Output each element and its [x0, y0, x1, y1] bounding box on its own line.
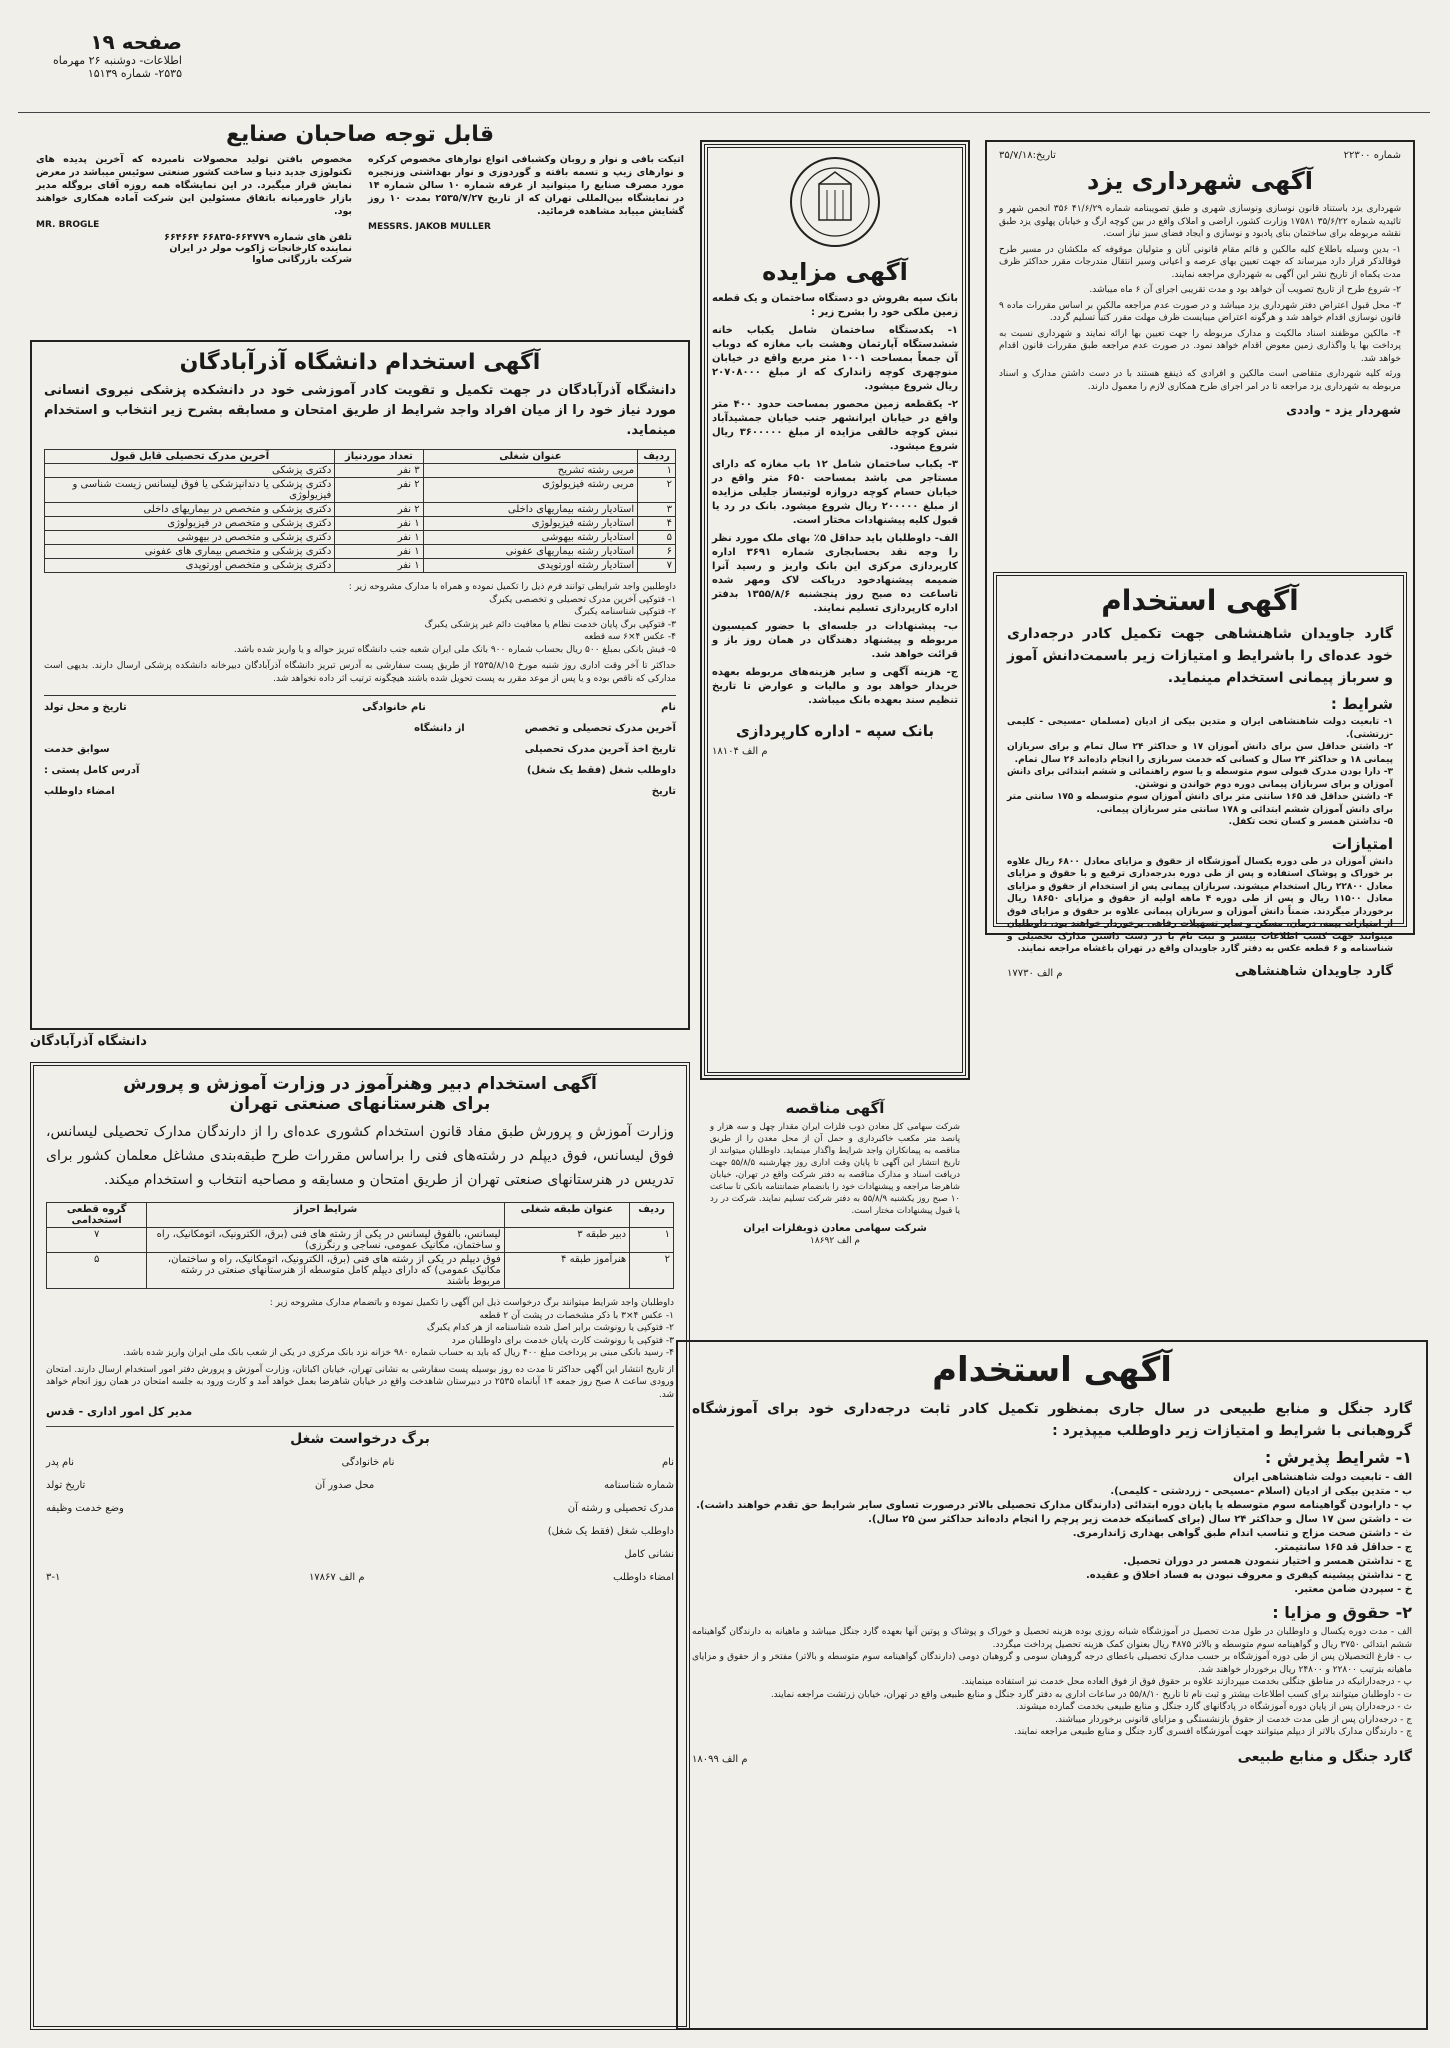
teacher-form-degree: مدرک تحصیلی و رشته آن [567, 1503, 674, 1514]
univ-form [44, 695, 676, 797]
gendarme-signature: گارد جاویدان شاهنشاهی [1234, 963, 1393, 979]
industry-company: شرکت بازرگانی صاوا [252, 254, 352, 265]
gendarme-cond-head: شرایط : [1330, 695, 1393, 713]
teacher-code2: ۳-۱ [46, 1572, 61, 1583]
univ-col-title: عنوان شغلی [423, 450, 638, 464]
forest-sec1: ۱- شرایط پذیرش : [1264, 1448, 1412, 1467]
univ-col-count: تعداد موردنیاز [335, 450, 423, 464]
table-row: ۱ مربی رشته تشریح ۳ نفر دکتری پزشکی [45, 464, 676, 478]
forest-cond-6: ج - حداقل قد ۱۶۵ سانتیمتر. [1274, 1542, 1412, 1553]
yazd-signature: شهردار یزد - واددی [1286, 403, 1401, 417]
teacher-form-address: نشانی کامل [624, 1549, 674, 1560]
forest-priv-5: ث - درجه‌داران پس از پایان دوره آموزشگاه در پادگانهای گارد جنگل و منابع طبیعی بخدمت گمارده میشوند. [1016, 1702, 1412, 1712]
teacher-code: م الف ۱۷۸۶۷ [308, 1572, 365, 1583]
industry-title: قابل توجه صاحبان صنایع [226, 122, 494, 147]
teacher-title2: برای هنرستانهای صنعتی تهران [229, 1094, 491, 1114]
univ-req-4: ۴- عکس ۴×۶ سه قطعه [584, 632, 676, 642]
teacher-req-2: ۲- فتوکپی یا رونوشت برابر اصل شده شناسنامه از هر کدام یکبرگ [426, 1323, 674, 1333]
forest-priv-3: پ - درجه‌دارانیکه در مناطق جنگلی بخدمت میپردازند علاوه بر حقوق فوق از فوق العاده محل خدمت نیز استفاده مینمایند. [961, 1677, 1412, 1687]
univ-req-5: ۵- فیش بانکی بمبلغ ۵۰۰ ریال بحساب شماره ۹۰۰ بانک ملی ایران شعبه جنب دانشگاه تبریز حواله و یا واریز شده باشد. [233, 644, 676, 655]
teacher-req-4: ۴- رسید بانکی مبنی بر پرداخت مبلغ ۴۰۰ ریال که باید به حساب شماره ۹۸۰ خزانه نزد بانک مرکزی در یکی از شعب بانک ملی ایران واریز شده باشد. [123, 1348, 674, 1358]
forest-code: م الف ۱۸۰۹۹ [692, 1753, 748, 1765]
univ-req-2: ۲- فتوکپی شناسنامه یکبرگ [574, 607, 676, 617]
teacher-title1: آگهی استخدام دبیر وهنرآموز در وزارت آموزش و پرورش [123, 1074, 597, 1094]
yazd-p5: ۴- مالکین موظفند اسناد مالکیت و مدارک مربوطه را جهت تعیین بها ارائه نمایند و شهرداری نسبت به پرداخت بها یا واگذاری زمین معوض اقدام خواهد نمود. در صورت عدم مراجعه طبق مقررات قانون اقدام خواهد شد. [999, 328, 1401, 364]
masthead [0, 30, 200, 110]
teacher-col-reqs: شرایط احراز [147, 1203, 504, 1228]
univ-signature: دانشگاه آذرآبادگان [30, 1034, 147, 1049]
table-row: ۴ استادیار رشته فیزیولوژی ۱ نفر دکتری پزشکی و متخصص در فیزیولوژی [45, 517, 676, 531]
forest-cond-4: ت - داشتن سن ۱۷ سال و حداکثر ۲۴ سال (برای کسانیکه خدمت زیر پرچم را انجام داده‌اند حداکثر سن ۲۵ سال). [868, 1514, 1412, 1525]
forest-cond-3: پ - دارابودن گواهینامه سوم متوسطه یا پایان دوره ابتدائی (دارندگان مدارک تحصیلی بالاتر درصورت تساوی سایر شرایط حق تقدم خواهند داشت). [696, 1500, 1412, 1511]
auction-notice [700, 140, 970, 1080]
yazd-title: آگهی شهرداری یزد [1086, 167, 1313, 195]
teacher-form [46, 1457, 674, 1583]
yazd-notice [985, 140, 1415, 979]
auction-p4: الف- داوطلبان باید حداقل ۵٪ بهای ملک مورد نظر را وجه نقد بحسابجاری شماره ۳۶۹۱ اداره کارپردازی مرکزی این بانک واریز و رسید آنرا ضمیمه پیشنهادخود دریاکت لاک ومهر شده تاساعت ده صبح روز پنجشنبه ۱۳۵۵/۸/۶ بدفتر اداره کارپردازی تسلیم نمایند. [712, 533, 958, 614]
auction-title: آگهی مزایده [762, 258, 908, 286]
masthead-issue: ۲۵۳۵- شماره ۱۵۱۳۹ [87, 67, 182, 80]
forest-priv-4: ت - داوطلبان میتوانند برای کسب اطلاعات بیشتر و ثبت نام تا تاریخ ۵۵/۸/۱۰ در ساعات اداری به دفتر گارد جنگل و منابع طبیعی واقع در تهران، خیابان زرتشت مراجعه نمایند. [770, 1689, 1412, 1700]
univ-form-date: تاریخ [651, 786, 676, 797]
gendarme-priv-head: امتیازات [1331, 834, 1393, 853]
teacher-form-sign: امضاء داوطلب [613, 1572, 674, 1583]
page-number: صفحه ۱۹ [90, 30, 182, 54]
auction-p6: ج- هزینه آگهی و سایر هزینه‌های مربوطه بعهده خریدار خواهد بود و مالیات و عوارض تا تاریخ تنظیم سند بعهده بانک میباشد. [712, 667, 958, 706]
yazd-issue-no: شماره ۲۲۳۰۰ [1343, 150, 1401, 161]
univ-form-name: نام [661, 702, 676, 713]
auction-p1: ۱- یکدستگاه ساختمان شامل یکباب خانه ششدستگاه آپارتمان وهشت باب مغازه که دوباب آن جمعاً بمساحت ۱۰۰۱ متر مربع واقع در خیابان منوچهری کوچه زاندارک که از مبلغ ۲۰۷۰۸۰۰۰ ریال شروع میشود. [712, 325, 958, 392]
teacher-table [46, 1202, 674, 1289]
teacher-form-father: نام پدر [46, 1457, 75, 1468]
teacher-form-birth: تاریخ تولد [46, 1480, 86, 1491]
forest-cond-1: الف - تابعیت دولت شاهنشاهی ایران [1233, 1472, 1412, 1483]
tender-notice [700, 1095, 970, 1365]
forest-cond-8: ح - نداشتن پیشینه کیفری و معروف نبودن به فساد اخلاق و عقیده. [1085, 1570, 1412, 1581]
industry-brand2: MR. BROGLE [36, 220, 100, 230]
forest-priv-1: الف - مدت دوره یکسال و داوطلبان در طول مدت تحصیل در آموزشگاه شبانه روزی بوده هزینه تحصیل و خوراک و پوشاک و پوتین آنها بعهده گارد جنگل میباشد و ماهیانه به دارندگان گواهینامه ششم ابتدائی ۳۷۵۰ ریال و گواهینامه سوم متوسطه و بالاتر ۴۸۷۵ ریال بعنوان کمک هزینه تحصیل پرداخت میگردد. [692, 1627, 1412, 1650]
teacher-form-surname: نام خانوادگی [341, 1457, 395, 1468]
teacher-form-id: شماره شناسنامه [603, 1480, 674, 1491]
university-intro: دانشگاه آذرآبادگان در جهت تکمیل و تقویت کادر آموزشی خود در دانشکده پزشکی نیروی انسانی مورد نیاز خود را از میان افراد واجد شرایط از طریق امتحان و مسابقه بشرح زیر انتخاب و استخدام مینماید. [44, 383, 676, 438]
industry-notice [30, 118, 690, 333]
table-row: ۲ مربی رشته فیزیولوژی ۲ نفر دکتری پزشکی یا دندانپزشکی یا فوق لیسانس زیست شناسی و فیزیولوژی [45, 478, 676, 503]
univ-form-sign: امضاء داوطلب [44, 786, 115, 797]
teacher-form-job: داوطلب شغل (فقط یک شغل) [547, 1526, 674, 1537]
univ-form-from: از دانشگاه [414, 723, 465, 734]
teacher-deadline: از تاریخ انتشار این آگهی حداکثر تا مدت ده روز بوسیله پست سفارشی به نشانی تهران، خیابان اکباتان، وزارت آموزش و پرورش دفتر امور استخدام ارسال دارند. امتحان ورودی ساعت ۸ صبح روز جمعه ۱۴ آبانماه ۲۵۳۵ در دبیرستان شاهدخت واقع در خیابان شاهرضا بعمل خواهد آمد و کارت ورود به جلسه امتحان در همان روز انجام خواهد شد. [46, 1364, 674, 1400]
table-row: ۵ استادیار رشته بیهوشی ۱ نفر دکتری پزشکی و متخصص در بیهوشی [45, 531, 676, 545]
auction-intro: بانک سپه بفروش دو دستگاه ساختمان و یک قطعه زمین ملکی خود را بشرح زیر : [712, 293, 958, 318]
forest-notice [676, 1340, 1428, 2030]
univ-req-intro: داوطلبین واجد شرایطی توانند فرم ذیل را تکمیل نموده و همراه با مدارک مشروحه زیر : [348, 582, 676, 592]
yazd-p2: ۱- بدین وسیله باطلاع کلیه مالکین و قائم مقام قانونی آنان و متولیان موقوفه که ملکشان در مسیر طرح فوقالذکر قرار دارد میرساند که جهت تعیین بهای عرصه و اعیانی وسیر انتقال مندرجات مقرر حداکثر ظرف مدت یکماه از تاریخ نشر این آگهی به شهرداری مراجعه نمایند. [999, 244, 1401, 280]
gendarme-intro: گارد جاویدان شاهنشاهی جهت تکمیل کادر درجه‌داری خود عده‌ای را باشرایط و امتیازات زیر باسمت‌دانش آموز و سرباز پیمانی استخدام مینماید. [1007, 626, 1393, 686]
tender-signature: شرکت سهامی معادن ذوبفلزات ایران [743, 1223, 927, 1234]
gendarme-cond-1: ۱- تابعیت دولت شاهنشاهی ایران و متدین بیکی از ادیان (مسلمان -مسیحی - کلیمی -زرتشتی). [1007, 717, 1393, 740]
teacher-intro: وزارت آموزش و پرورش طبق مفاد قانون استخدام کشوری عده‌ای را از دارندگان مدارک تحصیلی لیسانس، فوق لیسانس، فوق دیپلم در رشته‌های فنی را براساس مقررات طرح طبقه‌بندی مشاغل معلمان کشور برای تدریس در هنرستانهای صنعتی تهران از طریق امتحان و مسابقه و مصاحبه انتخاب و استخدام میکند. [46, 1124, 674, 1188]
table-row: ۶ استادیار رشته بیماریهای عفونی ۱ نفر دکتری پزشکی و متخصص بیماری های عفونی [45, 545, 676, 559]
industry-brand1: MESSRS. JAKOB MULLER [368, 222, 491, 232]
univ-form-surname: نام خانوادگی [362, 702, 426, 713]
forest-cond-9: خ - سپردن ضامن معتبر. [1294, 1584, 1412, 1595]
teacher-col-row: ردیف [630, 1203, 674, 1228]
forest-sec2: ۲- حقوق و مزایا : [1272, 1603, 1412, 1622]
teacher-req-intro: داوطلبان واجد شرایط میتوانند برگ درخواست ذیل این آگهی را تکمیل نموده و باتضمام مدارک مشروحه زیر : [269, 1298, 674, 1308]
masthead-rule [18, 112, 1430, 114]
table-row: ۲ هنرآموز طبقه ۴ فوق دیپلم در یکی از رشته های فنی (برق، الکترونیک، اتومکانیک، راه و ساختمان، مکانیک عمومی) که دارای دیپلم کامل متوسطه از هنرستانهای صنعتی در رشته مربوط باشند ۵ [47, 1253, 674, 1289]
gendarme-privs: دانش آموزان در طی دوره یکسال آموزشگاه از حقوق و مزایای معادل ۶۸۰۰ ریال علاوه بر خوراک و پوشاک استفاده و پس از طی دوره بدرجه‌داری ترفیع و با حقوق و مزایای معادل ۲۲۸۰۰ ریال استخدام میشوند. سربازان پیمانی پس از استخدام از حقوق و مزایای معادل ۱۱۵۰۰ ریال و پس از طی دوره ۴ ماهه اولیه از حقوق و مزایای ۱۸۶۵۰ ریال برخوردار میگردند. ضمناً دانش آموزان و سربازان پیمانی علاوه بر حقوق و مزایای فوق از امتیازات بیمه، درمان، مسکن و سایر تسهیلات رفاهی برخوردار خواهند بود. داوطلبان میتوانند جهت کسب اطلاعات بیشتر و ثبت نام با در دست داشتن مدارک تحصیلی و شناسنامه و ۶ قطعه عکس به دفتر گارد جاویدان واقع در تهران باغشاه مراجعه نمایند. [1007, 856, 1394, 954]
forest-cond-7: چ - نداشتن همسر و اختیار ننمودن همسر در دوران تحصیل. [1123, 1556, 1412, 1567]
forest-cond-5: ث - داشتن صحت مزاج و تناسب اندام طبق گواهی بهداری ژاندارمری. [1072, 1528, 1412, 1539]
teacher-form-issue: محل صدور آن [315, 1480, 375, 1491]
teacher-req-3: ۳- فتوکپی یا رونوشت کارت پایان خدمت برای داوطلبان مرد [451, 1335, 674, 1346]
yazd-p6: ورثه کلیه شهرداری متقاضی است مالکین و افرادی که ذینفع هستند با در دست داشتن مدارک و اسناد مربوطه به شهرداری یزد مراجعه تا در امر اجرای طرح همکاری لازم را معمول دارند. [999, 369, 1401, 392]
teacher-col-title: عنوان طبقه شغلی [504, 1203, 629, 1228]
univ-form-job: داوطلب شغل (فقط یک شغل) [526, 765, 676, 776]
yazd-date: تاریخ:۳۵/۷/۱۸ [999, 150, 1056, 161]
univ-req-3: ۳- فتوکپی برگ پایان خدمت نظام یا معافیت دائم غیر پزشکی یکبرگ [424, 619, 676, 630]
teacher-req-1: ۱- عکس ۴×۳ با ذکر مشخصات در پشت آن ۲ قطعه [479, 1310, 674, 1321]
teacher-form-title: برگ درخواست شغل [290, 1431, 430, 1447]
industry-rep: نماینده کارخانجات ژاکوب مولر در ایران [169, 243, 352, 254]
teacher-form-service: وضع خدمت وظیفه [46, 1503, 124, 1514]
univ-form-date-degree: تاریخ اخذ آخرین مدرک تحصیلی [524, 744, 676, 755]
industry-col2: مخصوص بافتن تولید محصولات نامبرده که آخرین پدیده های تکنولوژی جدید دنیا و ساخت کشور صنعتی سوئیس میباشد در معرض نمایش قرار میگیرد. در این نمایشگاه همه روزه آقای بروگله مدیر بازار خاورمیانه باتفاق مسئولین این شرکت آماده همکاری خواهند بود. [36, 154, 352, 217]
table-row: ۳ استادیار رشته بیماریهای داخلی ۲ نفر دکتری پزشکی و متخصص در بیماریهای داخلی [45, 503, 676, 517]
yazd-p4: ۳- محل قبول اعتراض دفتر شهرداری یزد میباشد و در صورت عدم مراجعه مالکین بر اساس مقررات ماده ۹ قانون نوسازی اقدام خواهد شد و هرگونه اعتراض میبایست ظرف مهلت مقرر کتباً تسلیم گردد. [999, 300, 1401, 323]
univ-req-1: ۱- فتوکپی آخرین مدرک تحصیلی و تخصصی یکبرگ [489, 594, 676, 605]
forest-signature: گارد جنگل و منابع طبیعی [1237, 1748, 1412, 1765]
gendarme-cond-3: ۳- دارا بودن مدرک قبولی سوم متوسطه و یا سوم راهنمائی و ششم ابتدائی برای دانش آموزان و برای سربازان پیمانی دوره دوم خواندن و نوشتن. [1007, 767, 1393, 790]
industry-col1: اتیکت بافی و نوار و روبان وکشبافی انواع نوارهای مخصوص کرکره و نوارهای زیپ و تسمه بافته و گوردوزی و نوار بهداشتی وزنجیره مورد مصرف صنایع را میتوانید از غرفه شماره ۱۰ سالن شماره ۱۴ در نمایشگاه بین‌المللی تهران که از تاریخ ۲۵۳۵/۷/۲۷ بمدت ۱۰ روز گشایش مییابد مشاهده فرمائید. [368, 154, 684, 217]
teacher-col-group: گروه قطعی استخدامی [47, 1203, 147, 1228]
auction-p2: ۲- یکقطعه زمین محصور بمساحت حدود ۴۰۰ متر واقع در خیابان ایرانشهر جنب خیابان جمشیدآباد نبش کوچه خالقی مزایده از مبلغ ۳۶۰۰۰۰۰ ریال شروع میشود. [712, 399, 958, 452]
univ-col-row: ردیف [638, 450, 676, 464]
univ-form-degree: آخرین مدرک تحصیلی و تخصص [524, 723, 676, 734]
tender-code: م الف ۱۸۶۹۲ [809, 1236, 861, 1246]
gendarme-code: م الف ۱۷۷۳۰ [1007, 967, 1063, 979]
univ-form-address: آدرس کامل پستی : [44, 765, 140, 776]
forest-priv-6: ج - درجه‌داران پس از طی مدت خدمت از حقوق بازنشستگی و مزایای قانونی برخوردار میباشند. [1055, 1714, 1412, 1725]
forest-priv-7: چ - دارندگان مدارک بالاتر از دیپلم میتوانند جهت آموزشگاه افسری گارد جنگل و منابع طبیعی مراجعه نمایند. [1014, 1727, 1412, 1737]
teacher-form-name: نام [661, 1457, 674, 1468]
masthead-date: اطلاعات- دوشنبه ۲۶ مهرماه [53, 54, 182, 67]
yazd-p3: ۲- شروع طرح از تاریخ تصویب آن خواهد بود و مدت تقریبی اجرای آن ۶ ماه میباشد. [1089, 285, 1401, 295]
auction-code: م الف ۱۸۱۰۴ [712, 746, 768, 757]
auction-p5: ب- پیشنهادات در جلسه‌ای با حضور کمیسیون مربوطه و پیشنهاد دهندگان در همان روز باز و قرائت خواهد شد. [712, 621, 958, 660]
gendarme-cond-4: ۴- داشتن حداقل قد ۱۶۵ سانتی متر برای دانش آموزان سوم متوسطه و ۱۷۵ سانتی متر برای دانش آموزان ششم ابتدائی و ۱۷۸ سانتی متر سربازان پیمانی. [1007, 792, 1393, 815]
yazd-p1: شهرداری یزد باستناد قانون نوسازی ونوسازی شهری و طبق تصویبنامه شماره ۴۱/۶/۲۹ ۳۵۶ انجمن شهر و تائیدیه شماره ۳۵/۶/۲۲ ۱۷۵۸۱ وزارت کشور، اراضی و املاک واقع در بین کوچه ارگ و خیابان پهلوی یزد طبق نقشه مربوطه برای ساختمان بنای پادبود و نوسازی و ایجاد فضای سبز نیاز است. [999, 204, 1401, 239]
university-title: آگهی استخدام دانشگاه آذرآبادگان [179, 350, 541, 375]
teacher-notice [30, 1062, 690, 2030]
auction-p3: ۳- یکباب ساختمان شامل ۱۲ باب مغازه که دارای مستاجر می باشد بمساحت ۶۵۰ متر واقع در خیابان حسام کوچه دروازه لوتیساز جلیلی مزایده از مبلغ ۲۰۰۰۰۰ ریال شروع میشود. بانک در رد یا قبول کلیه پیشنهادات مختار است. [712, 459, 959, 526]
gendarme-title: آگهی استخدام [1101, 584, 1299, 617]
industry-phones: تلفن های شماره ۶۶۴۷۷۹-۶۶۸۳۵ ۶۶۴۶۶۴ [164, 232, 352, 243]
univ-form-service: سوابق خدمت [44, 744, 110, 755]
forest-title: آگهی استخدام [932, 1350, 1172, 1390]
auction-signature: بانک سپه - اداره کارپردازی [736, 722, 934, 740]
forest-intro: گارد جنگل و منابع طبیعی در سال جاری بمنظور تکمیل کادر ثابت درجه‌داری خود برای آموزشگاه گروهبانی با شرایط و امتیازات زیر داوطلب میپذیرد : [692, 1401, 1412, 1439]
forest-cond-2: ب - متدین بیکی از ادیان (اسلام -مسیحی - زردشتی - کلیمی). [1110, 1486, 1412, 1497]
teacher-dept: مدیر کل امور اداری - قدس [46, 1405, 193, 1418]
gendarme-cond-5: ۵- نداشتن همسر و کسان تحت تکفل. [1228, 817, 1393, 827]
univ-deadline: حداکثر تا آخر وقت اداری روز شنبه مورخ ۲۵۳۵/۸/۱۵ از طریق پست سفارشی به آدرس تبریز دانشگاه آذرآبادگان دبیرخانه دانشکده پزشکی ارسال دارند. بدیهی است مدارکی که ناقص بوده و یا پس از موعد مقرر به پست تحویل شده باشند هیچگونه ترتیب اثر داده نخواهد شد. [44, 661, 676, 684]
university-notice [30, 340, 690, 1030]
univ-form-birth: تاریخ و محل تولد [44, 702, 127, 713]
table-row: ۱ دبیر طبقه ۳ لیسانس، بالفوق لیسانس در یکی از رشته های فنی (برق، الکترونیک، اتومکانیک، راه و ساختمان، مکانیک عمومی، نساجی و رنگرزی) ۷ [47, 1228, 674, 1253]
gendarme-notice [993, 572, 1407, 979]
tender-title: آگهی مناقصه [785, 1099, 885, 1117]
univ-col-degree: آخرین مدرک تحصیلی قابل قبول [45, 450, 335, 464]
table-row: ۷ استادیار رشته اورتوپدی ۱ نفر دکتری پزشکی و متخصص اورتوپدی [45, 559, 676, 573]
university-table [44, 449, 676, 573]
tender-text: شرکت سهامی کل معادن ذوب فلزات ایران مقدار چهل و سه هزار و پانصد متر مکعب خاکبرداری و حمل آن از محل معدن را از طریق مناقصه به پیمانکاران واجد شرایط واگذار مینماید. داوطلبان میتوانند از تاریخ انتشار این آگهی تا پایان وقت اداری روز چهارشنبه ۵۵/۸/۵ جهت دریافت اسناد و مدارک مناقصه به دفتر شرکت واقع در تهران، خیابان شاهرضا مراجعه و پیشنهادات خود را بانضمام ضمانتنامه بانکی تا ساعت ۱۰ صبح روز یکشنبه ۵۵/۸/۹ به دفتر شرکت تسلیم نمایند. شرکت در رد یا قبول پیشنهادات مختار است. [710, 1122, 960, 1216]
forest-priv-2: ب - فارغ التحصیلان پس از طی دوره آموزشگاه بر حسب مدارک تحصیلی باعطای درجه گروهبان سومی و گروهبان دومی (دارندگان گواهینامه سوم متوسطه و بالاتر) مفتخر و از حقوق و مزایای ماهیانه بترتیب ۲۲۸۰۰ و ۲۴۸۰۰ ریال برخوردار خواهند شد. [692, 1652, 1412, 1675]
gendarme-cond-2: ۲- داشتن حداقل سن برای دانش آموزان ۱۷ و حداکثر ۲۴ سال تمام و برای سربازان پیمانی ۱۸ و حداکثر ۲۴ سال و کسانی که خدمت سربازی را انجام داده‌اند ۲۶ سال تمام. [1007, 742, 1393, 765]
bank-emblem-icon [787, 154, 883, 250]
